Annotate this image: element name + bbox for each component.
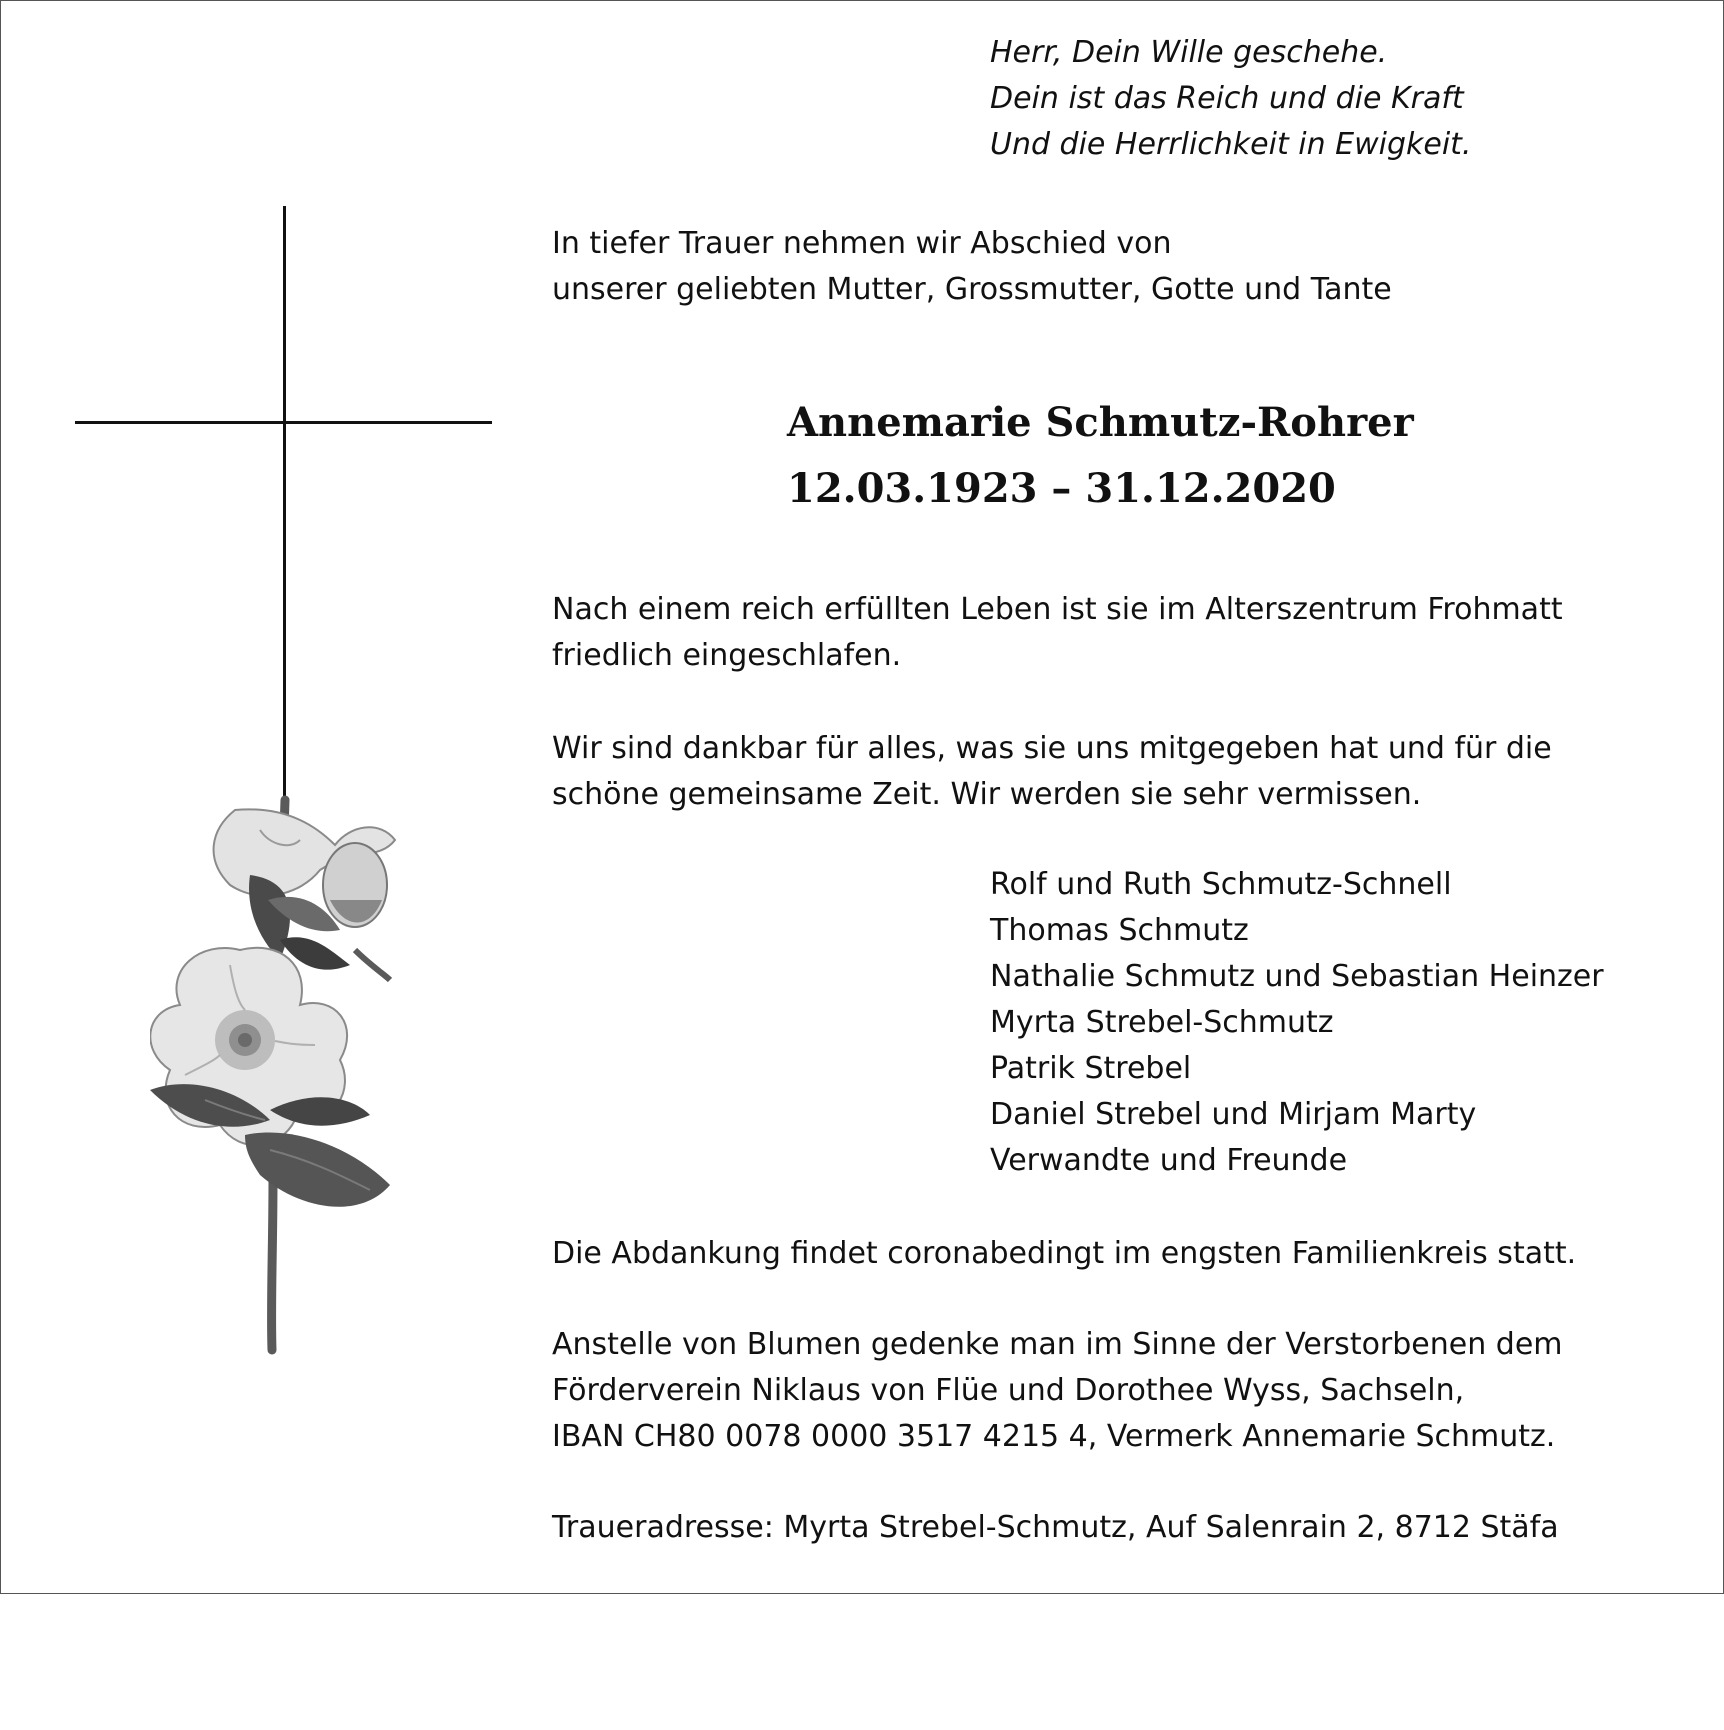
paragraph-line: Die Abdankung findet coronabedingt im engsten Familienkreis statt. — [552, 1236, 1577, 1271]
mourners-list — [990, 862, 1604, 1184]
mourner-name: Thomas Schmutz — [990, 913, 1249, 948]
mourning-address — [552, 1505, 1559, 1551]
mourner-name: Rolf und Ruth Schmutz-Schnell — [990, 867, 1452, 902]
prayer-verse — [990, 30, 1471, 168]
paragraph-line: Wir sind dankbar für alles, was sie uns mitgegeben hat und für die — [552, 731, 1552, 766]
paragraph-line: Traueradresse: Myrta Strebel-Schmutz, Auf Salenrain 2, 8712 Stäfa — [552, 1510, 1559, 1545]
cross-horizontal-bar — [75, 421, 492, 424]
mourner-name: Daniel Strebel und Mirjam Marty — [990, 1097, 1477, 1132]
deceased-dates: 12.03.1923 – 31.12.2020 — [787, 465, 1336, 512]
verse-line: Und die Herrlichkeit in Ewigkeit. — [990, 127, 1472, 162]
intro-line: In tiefer Trauer nehmen wir Abschied von — [552, 226, 1172, 261]
paragraph-line: Anstelle von Blumen gedenke man im Sinne der Verstorbenen dem — [552, 1327, 1563, 1362]
deceased-name: Annemarie Schmutz-Rohrer — [787, 399, 1414, 446]
paragraph-line: Förderverein Niklaus von Flüe und Dorothee Wyss, Sachseln, — [552, 1373, 1465, 1408]
paragraph-gratitude — [552, 726, 1552, 818]
deceased-block — [787, 390, 1414, 522]
mourner-name: Nathalie Schmutz und Sebastian Heinzer — [990, 959, 1604, 994]
paragraph-line: schöne gemeinsame Zeit. Wir werden sie sehr vermissen. — [552, 777, 1422, 812]
paragraph-line: friedlich eingeschlafen. — [552, 638, 902, 673]
paragraph-donation — [552, 1322, 1563, 1460]
paragraph-ceremony — [552, 1231, 1576, 1277]
intro-text — [552, 221, 1392, 313]
verse-line: Herr, Dein Wille geschehe. — [990, 35, 1388, 70]
mourner-name: Verwandte und Freunde — [990, 1143, 1348, 1178]
hellebore-flower-icon — [150, 790, 450, 1730]
intro-line: unserer geliebten Mutter, Grossmutter, Gotte und Tante — [552, 272, 1392, 307]
paragraph-line: IBAN CH80 0078 0000 3517 4215 4, Vermerk Annemarie Schmutz. — [552, 1419, 1556, 1454]
paragraph-passing — [552, 587, 1563, 679]
cross-vertical-bar — [283, 206, 286, 832]
mourner-name: Myrta Strebel-Schmutz — [990, 1005, 1334, 1040]
paragraph-line: Nach einem reich erfüllten Leben ist sie im Alterszentrum Frohmatt — [552, 592, 1563, 627]
mourner-name: Patrik Strebel — [990, 1051, 1192, 1086]
verse-line: Dein ist das Reich und die Kraft — [990, 81, 1464, 116]
